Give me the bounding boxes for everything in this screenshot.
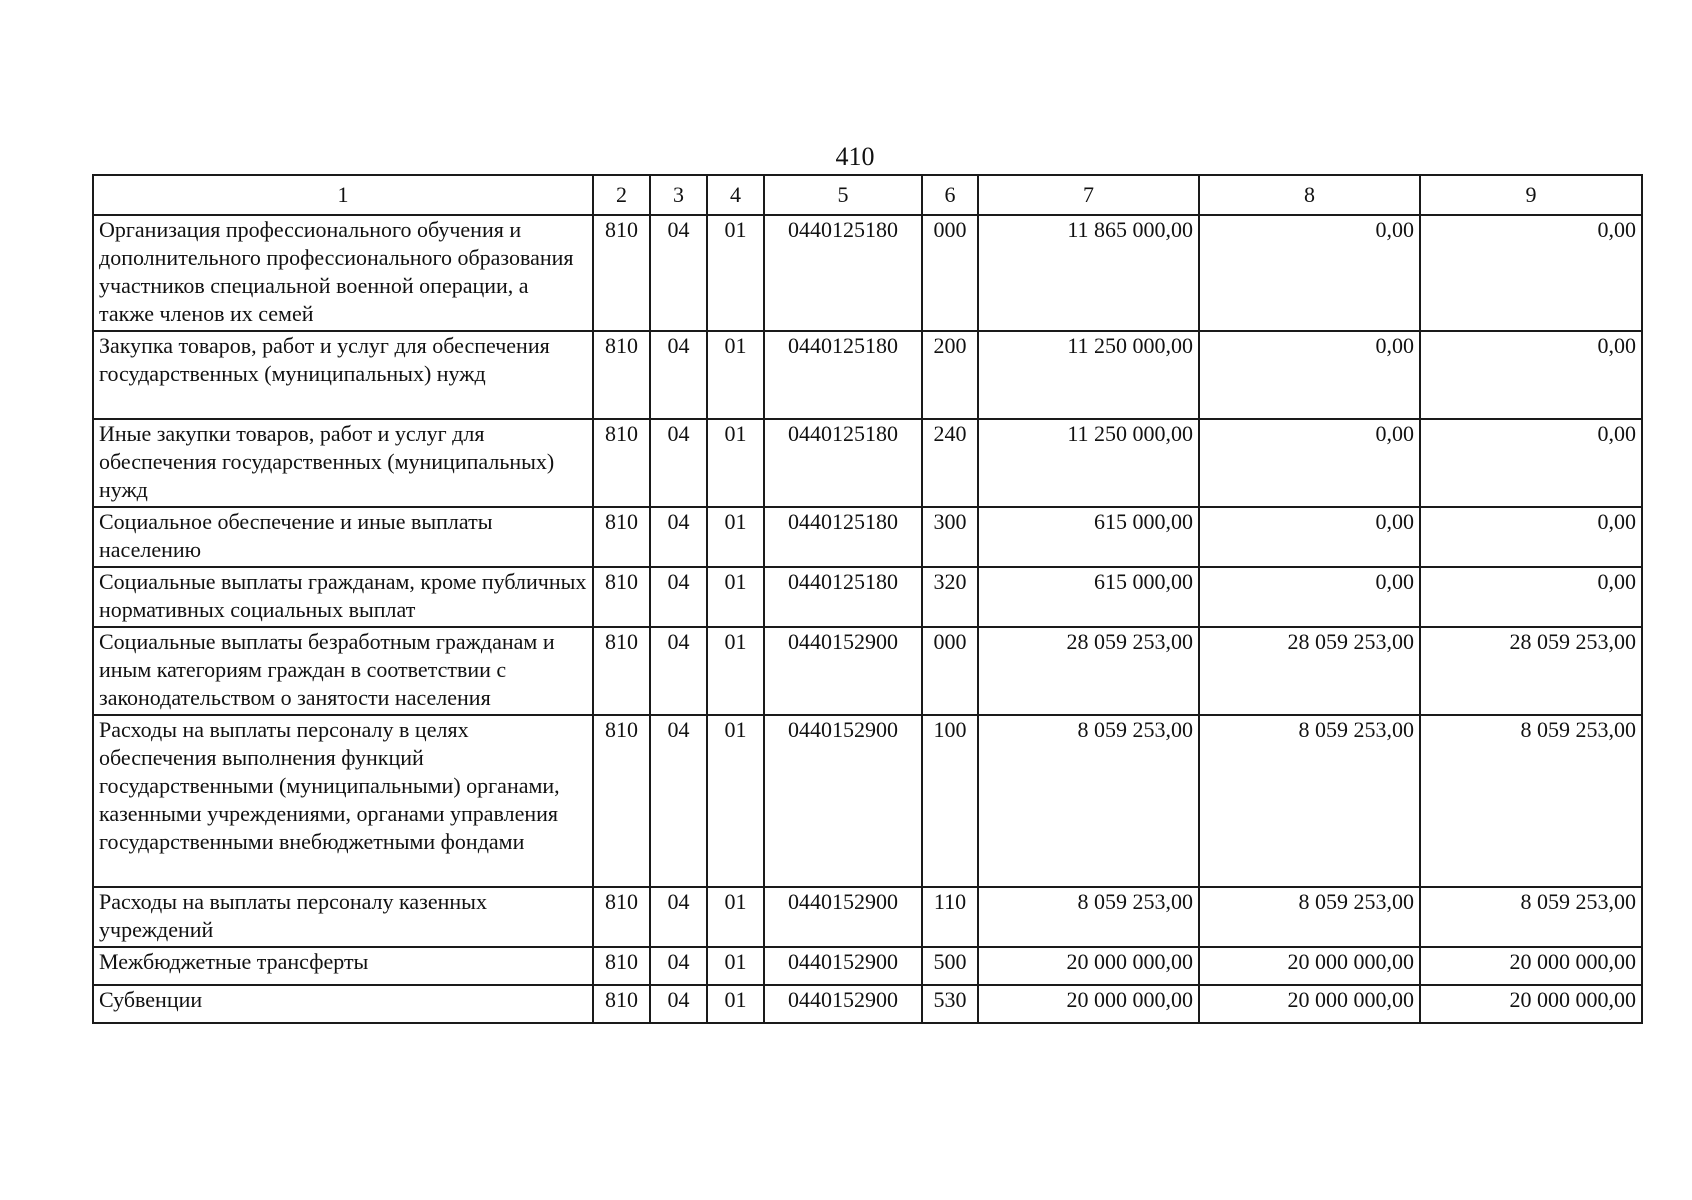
code-subsection: 01 xyxy=(707,715,764,887)
amount-col7: 20 000 000,00 xyxy=(978,985,1199,1023)
code-subsection: 01 xyxy=(707,419,764,507)
header-cell: 2 xyxy=(593,175,650,215)
amount-col9: 0,00 xyxy=(1420,567,1642,627)
amount-col9: 0,00 xyxy=(1420,215,1642,331)
header-cell: 8 xyxy=(1199,175,1420,215)
row-name: Субвенции xyxy=(93,985,593,1023)
amount-col8: 0,00 xyxy=(1199,507,1420,567)
code-subsection: 01 xyxy=(707,887,764,947)
header-cell: 3 xyxy=(650,175,707,215)
amount-col8: 0,00 xyxy=(1199,331,1420,419)
amount-col8: 0,00 xyxy=(1199,215,1420,331)
header-cell: 4 xyxy=(707,175,764,215)
table-row xyxy=(93,331,1642,419)
code-target: 0440152900 xyxy=(764,887,922,947)
amount-col7: 11 250 000,00 xyxy=(978,331,1199,419)
amount-col9: 0,00 xyxy=(1420,419,1642,507)
header-cell: 1 xyxy=(93,175,593,215)
code-subsection: 01 xyxy=(707,331,764,419)
code-subsection: 01 xyxy=(707,507,764,567)
header-cell: 9 xyxy=(1420,175,1642,215)
code-target: 0440152900 xyxy=(764,985,922,1023)
header-row xyxy=(93,175,1642,215)
budget-table xyxy=(92,174,1643,1024)
code-ministry: 810 xyxy=(593,331,650,419)
amount-col7: 20 000 000,00 xyxy=(978,947,1199,985)
amount-col7: 615 000,00 xyxy=(978,567,1199,627)
header-cell: 5 xyxy=(764,175,922,215)
table-row xyxy=(93,887,1642,947)
code-ministry: 810 xyxy=(593,715,650,887)
code-target: 0440152900 xyxy=(764,627,922,715)
amount-col8: 20 000 000,00 xyxy=(1199,985,1420,1023)
code-ministry: 810 xyxy=(593,985,650,1023)
amount-col8: 0,00 xyxy=(1199,419,1420,507)
row-name: Расходы на выплаты персоналу казенных учреждений xyxy=(93,887,593,947)
amount-col7: 28 059 253,00 xyxy=(978,627,1199,715)
amount-col9: 20 000 000,00 xyxy=(1420,985,1642,1023)
code-expense-type: 110 xyxy=(922,887,978,947)
row-name: Социальное обеспечение и иные выплаты населению xyxy=(93,507,593,567)
amount-col7: 8 059 253,00 xyxy=(978,715,1199,887)
row-name: Закупка товаров, работ и услуг для обеспечения государственных (муниципальных) нужд xyxy=(93,331,593,419)
code-subsection: 01 xyxy=(707,567,764,627)
amount-col9: 0,00 xyxy=(1420,507,1642,567)
amount-col7: 11 250 000,00 xyxy=(978,419,1199,507)
row-name: Социальные выплаты безработным гражданам и иным категориям граждан в соответствии с законодательством о занятости населения xyxy=(93,627,593,715)
row-name: Организация профессионального обучения и дополнительного профессионального образования участников специальной военной операции, а также членов их семей xyxy=(93,215,593,331)
code-expense-type: 000 xyxy=(922,627,978,715)
amount-col8: 0,00 xyxy=(1199,567,1420,627)
table-row xyxy=(93,947,1642,985)
amount-col8: 28 059 253,00 xyxy=(1199,627,1420,715)
code-subsection: 01 xyxy=(707,627,764,715)
code-ministry: 810 xyxy=(593,507,650,567)
code-target: 0440125180 xyxy=(764,215,922,331)
code-expense-type: 100 xyxy=(922,715,978,887)
code-section: 04 xyxy=(650,215,707,331)
code-section: 04 xyxy=(650,887,707,947)
amount-col8: 20 000 000,00 xyxy=(1199,947,1420,985)
code-ministry: 810 xyxy=(593,887,650,947)
row-name: Иные закупки товаров, работ и услуг для обеспечения государственных (муниципальных) нужд xyxy=(93,419,593,507)
amount-col9: 8 059 253,00 xyxy=(1420,887,1642,947)
header-cell: 7 xyxy=(978,175,1199,215)
table-row xyxy=(93,627,1642,715)
code-ministry: 810 xyxy=(593,215,650,331)
code-subsection: 01 xyxy=(707,947,764,985)
row-name: Расходы на выплаты персоналу в целях обеспечения выполнения функций государственными (муниципальными) органами, казенными учреждениями, органами управления государственными внебюджетными фондами xyxy=(93,715,593,887)
row-name: Межбюджетные трансферты xyxy=(93,947,593,985)
amount-col9: 28 059 253,00 xyxy=(1420,627,1642,715)
code-section: 04 xyxy=(650,567,707,627)
amount-col9: 8 059 253,00 xyxy=(1420,715,1642,887)
table-row xyxy=(93,567,1642,627)
table-row xyxy=(93,715,1642,887)
table-row xyxy=(93,215,1642,331)
amount-col9: 0,00 xyxy=(1420,331,1642,419)
code-target: 0440125180 xyxy=(764,567,922,627)
code-subsection: 01 xyxy=(707,215,764,331)
table-row xyxy=(93,985,1642,1023)
amount-col7: 8 059 253,00 xyxy=(978,887,1199,947)
code-ministry: 810 xyxy=(593,947,650,985)
code-subsection: 01 xyxy=(707,985,764,1023)
code-target: 0440152900 xyxy=(764,715,922,887)
table-row xyxy=(93,507,1642,567)
code-target: 0440152900 xyxy=(764,947,922,985)
amount-col9: 20 000 000,00 xyxy=(1420,947,1642,985)
code-expense-type: 300 xyxy=(922,507,978,567)
amount-col7: 615 000,00 xyxy=(978,507,1199,567)
code-expense-type: 530 xyxy=(922,985,978,1023)
page-number: 410 xyxy=(835,142,875,171)
code-section: 04 xyxy=(650,985,707,1023)
table-row xyxy=(93,419,1642,507)
code-section: 04 xyxy=(650,331,707,419)
code-expense-type: 000 xyxy=(922,215,978,331)
code-section: 04 xyxy=(650,715,707,887)
code-expense-type: 240 xyxy=(922,419,978,507)
code-section: 04 xyxy=(650,507,707,567)
code-expense-type: 200 xyxy=(922,331,978,419)
code-expense-type: 320 xyxy=(922,567,978,627)
code-section: 04 xyxy=(650,627,707,715)
code-section: 04 xyxy=(650,947,707,985)
code-ministry: 810 xyxy=(593,419,650,507)
code-expense-type: 500 xyxy=(922,947,978,985)
amount-col8: 8 059 253,00 xyxy=(1199,887,1420,947)
row-name: Социальные выплаты гражданам, кроме публичных нормативных социальных выплат xyxy=(93,567,593,627)
code-ministry: 810 xyxy=(593,627,650,715)
code-target: 0440125180 xyxy=(764,419,922,507)
code-section: 04 xyxy=(650,419,707,507)
amount-col8: 8 059 253,00 xyxy=(1199,715,1420,887)
code-target: 0440125180 xyxy=(764,507,922,567)
code-target: 0440125180 xyxy=(764,331,922,419)
amount-col7: 11 865 000,00 xyxy=(978,215,1199,331)
header-cell: 6 xyxy=(922,175,978,215)
code-ministry: 810 xyxy=(593,567,650,627)
